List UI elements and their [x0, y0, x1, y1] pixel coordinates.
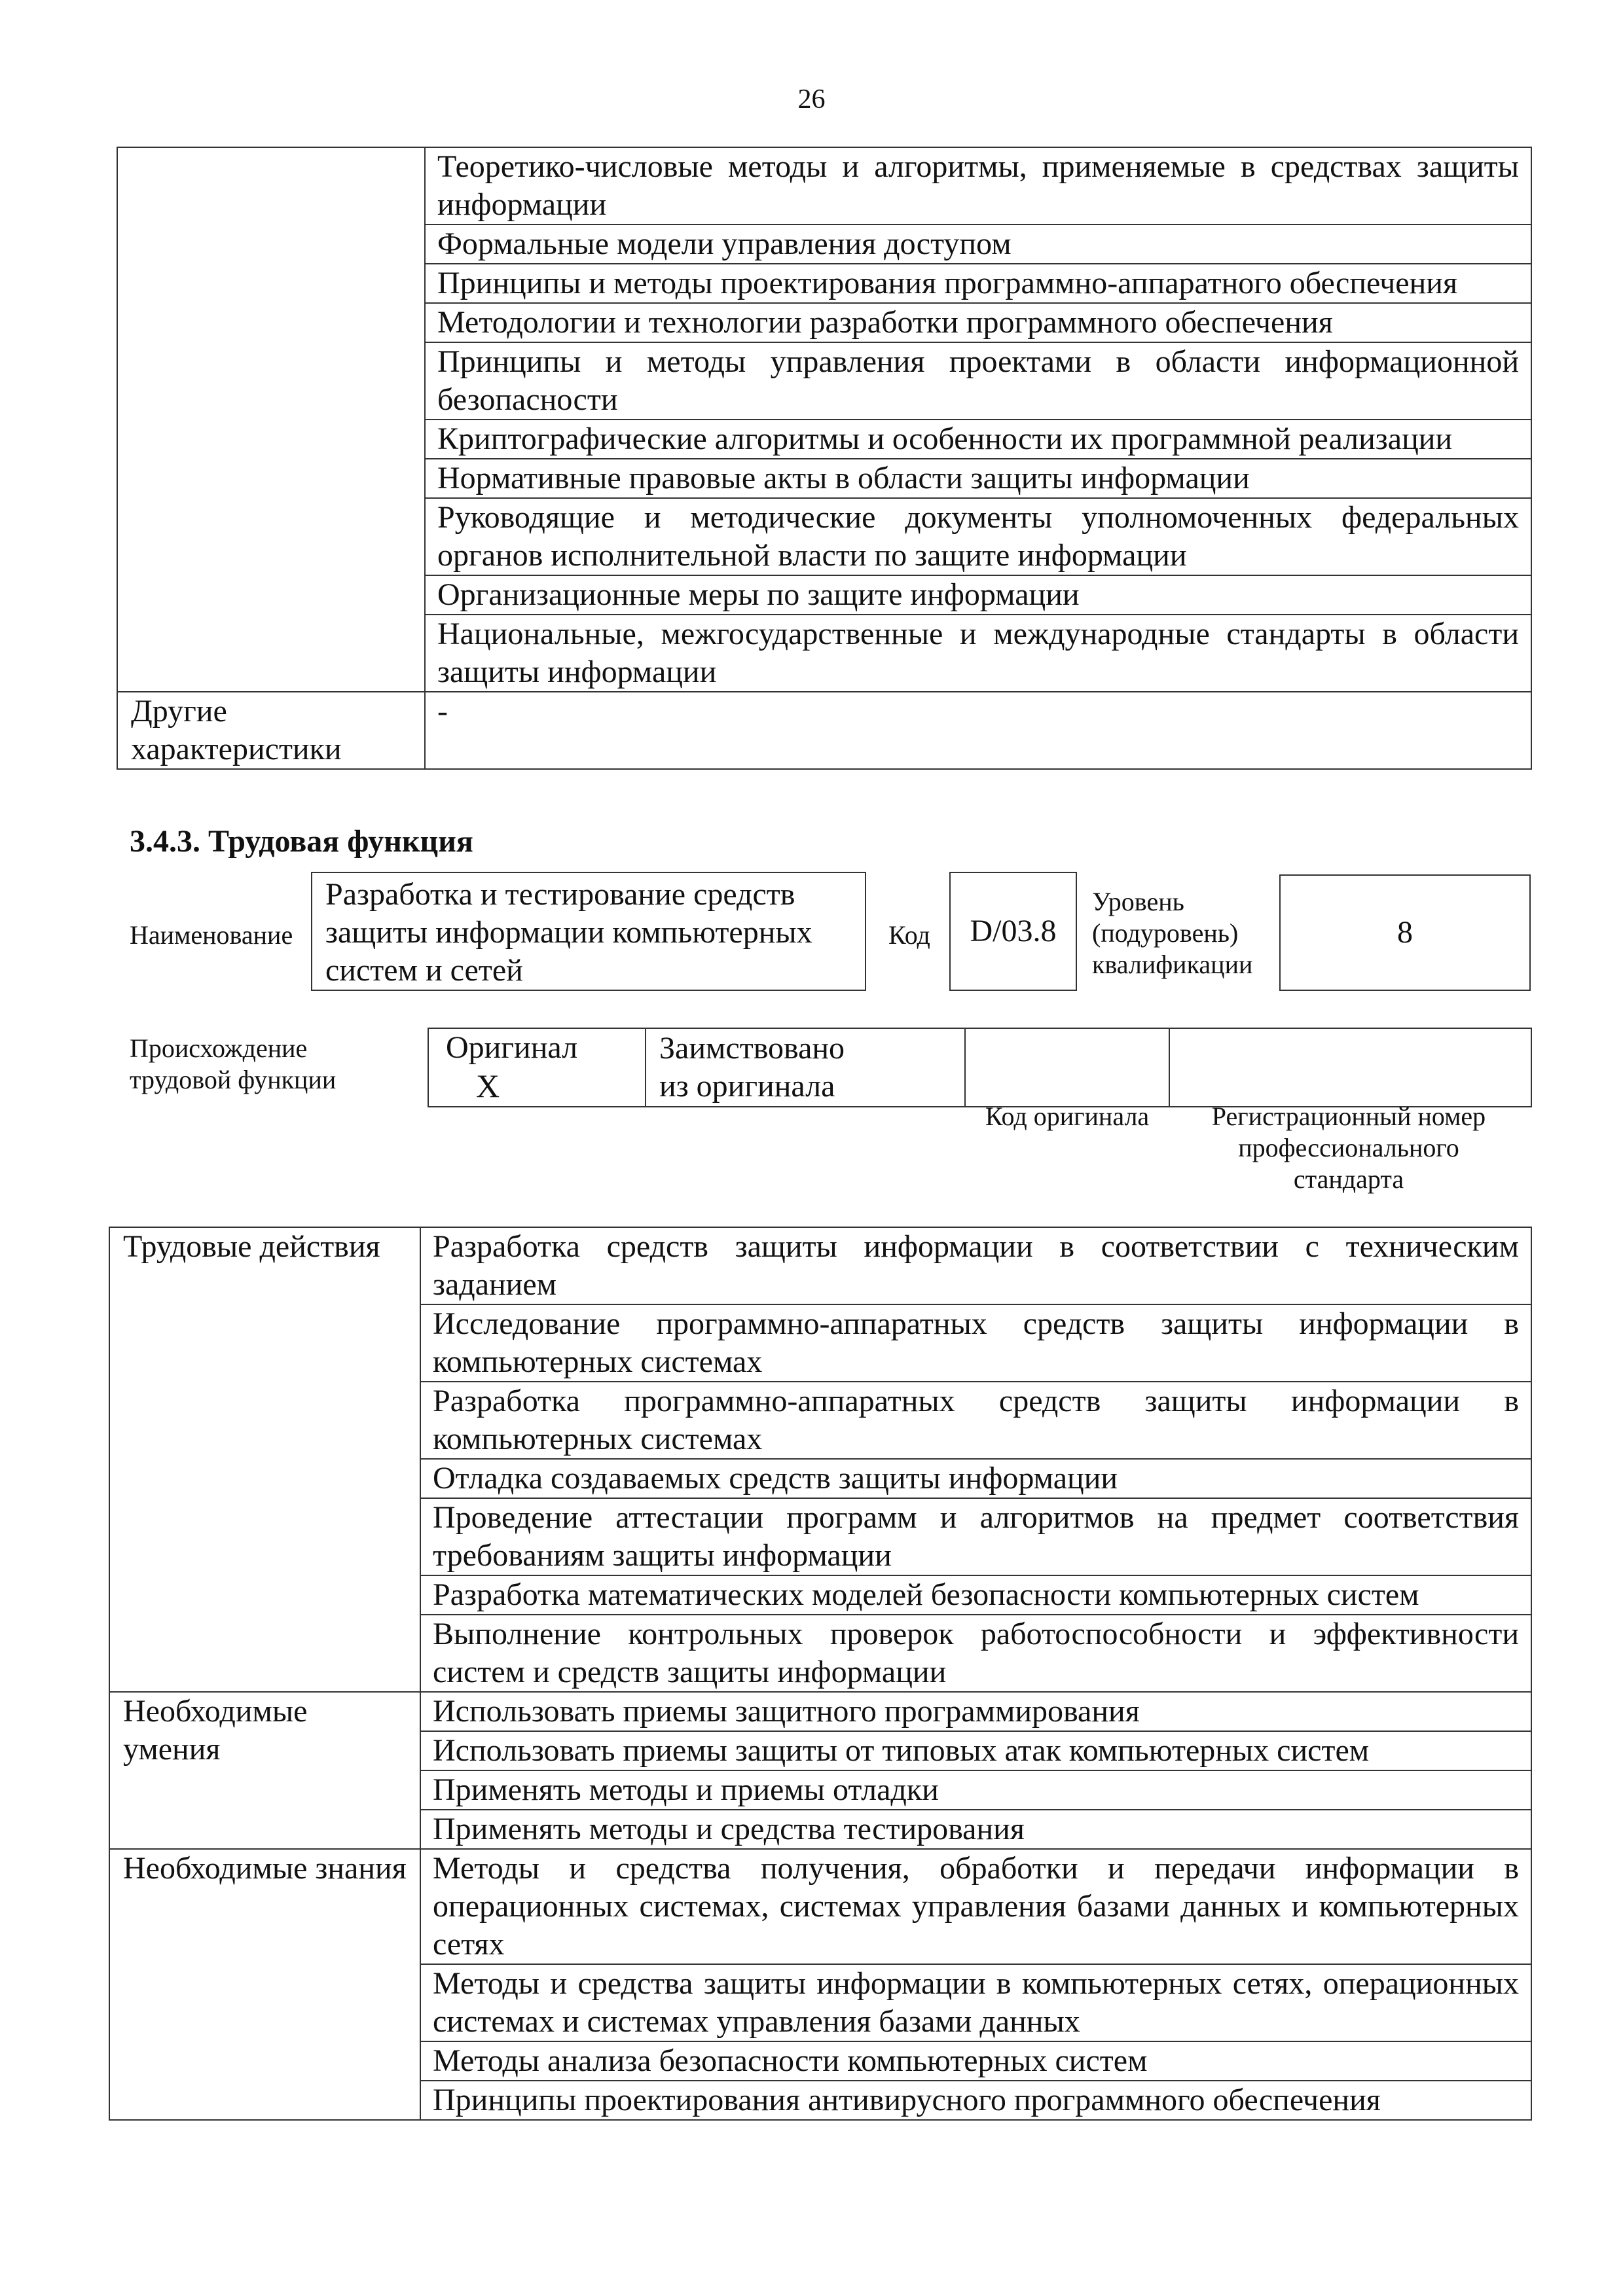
- borrowed-cell: [646, 1028, 965, 1107]
- table-row: Принципы проектирования антивирусного программного обеспечения: [420, 2081, 1531, 2120]
- table-row: Выполнение контрольных проверок работоспособности и эффективности систем и средств защиты информации: [420, 1615, 1531, 1692]
- level-value: 8: [1397, 915, 1413, 950]
- other-characteristics-label: Другие характеристики: [117, 692, 425, 769]
- borrowed-label: Заимствовано из оригинала: [659, 1031, 845, 1103]
- labor-function-table: [109, 1227, 1532, 2121]
- original-code-cell: [965, 1028, 1169, 1107]
- knowledge-continuation-table: [117, 147, 1532, 770]
- registration-number-caption: Регистрационный номер профессионального стандарта: [1211, 1102, 1486, 1194]
- table-row: Национальные, межгосударственные и международные стандарты в области защиты информации: [425, 615, 1531, 692]
- table-row: Методологии и технологии разработки программного обеспечения: [425, 303, 1531, 342]
- name-value-box: [311, 872, 866, 991]
- name-label: Наименование: [130, 920, 293, 950]
- table-row: Проведение аттестации программ и алгоритмов на предмет соответствия требованиям защиты информации: [420, 1498, 1531, 1575]
- table-row: Использовать приемы защитного программирования: [420, 1692, 1531, 1731]
- origin-table: [428, 1028, 1532, 1107]
- table-row: Разработка программно-аппаратных средств защиты информации в компьютерных системах: [420, 1382, 1531, 1459]
- table-row: Применять методы и приемы отладки: [420, 1770, 1531, 1810]
- table-row: Использовать приемы защиты от типовых атак компьютерных систем: [420, 1731, 1531, 1770]
- table-row: Отладка создаваемых средств защиты информации: [420, 1459, 1531, 1498]
- table-row: Исследование программно-аппаратных средств защиты информации в компьютерных системах: [420, 1304, 1531, 1382]
- code-value: D/03.8: [970, 914, 1057, 948]
- table-row: Нормативные правовые акты в области защиты информации: [425, 459, 1531, 498]
- origin-label: Происхождение трудовой функции: [130, 1033, 337, 1094]
- table-row: Разработка математических моделей безопасности компьютерных систем: [420, 1575, 1531, 1615]
- table-row: Теоретико-числовые методы и алгоритмы, применяемые в средствах защиты информации: [425, 147, 1531, 224]
- table-row: Методы анализа безопасности компьютерных систем: [420, 2041, 1531, 2081]
- original-mark: X: [476, 1067, 500, 1104]
- table-row: Методы и средства получения, обработки и передачи информации в операционных системах, системах управления базами данных и компьютерных сетях: [420, 1849, 1531, 1964]
- level-label: Уровень (подуровень) квалификации: [1092, 887, 1253, 979]
- table-row: Принципы и методы проектирования программно-аппаратного обеспечения: [425, 264, 1531, 303]
- original-label: Оригинал: [446, 1030, 578, 1065]
- table-row: Криптографические алгоритмы и особенности их программной реализации: [425, 420, 1531, 459]
- table-row: Принципы и методы управления проектами в области информационной безопасности: [425, 342, 1531, 420]
- code-label: Код: [888, 920, 930, 950]
- other-characteristics-value: -: [425, 692, 1531, 769]
- required-knowledge-label: Необходимые знания: [109, 1849, 420, 2120]
- table-row: Формальные модели управления доступом: [425, 224, 1531, 264]
- level-value-box: [1279, 874, 1531, 991]
- code-value-box: [949, 872, 1077, 991]
- original-cell: [428, 1028, 646, 1107]
- table-row: Методы и средства защиты информации в компьютерных сетях, операционных системах и системах управления базами данных: [420, 1964, 1531, 2041]
- code-original-caption: Код оригинала: [985, 1102, 1150, 1131]
- section-heading: 3.4.3. Трудовая функция: [130, 824, 473, 859]
- table-row: Применять методы и средства тестирования: [420, 1810, 1531, 1849]
- table-row: Организационные меры по защите информации: [425, 575, 1531, 615]
- table-row: Разработка средств защиты информации в соответствии с техническим заданием: [420, 1227, 1531, 1304]
- registration-number-cell: [1169, 1028, 1531, 1107]
- labor-actions-label: Трудовые действия: [109, 1227, 420, 1692]
- name-value: Разработка и тестирование средств защиты информации компьютерных систем и сетей: [325, 877, 812, 988]
- required-skills-label: Необходимые умения: [109, 1692, 420, 1849]
- page-number: 26: [797, 84, 826, 115]
- empty-label-cell: [117, 147, 425, 692]
- table-row: Руководящие и методические документы уполномоченных федеральных органов исполнительной власти по защите информации: [425, 498, 1531, 575]
